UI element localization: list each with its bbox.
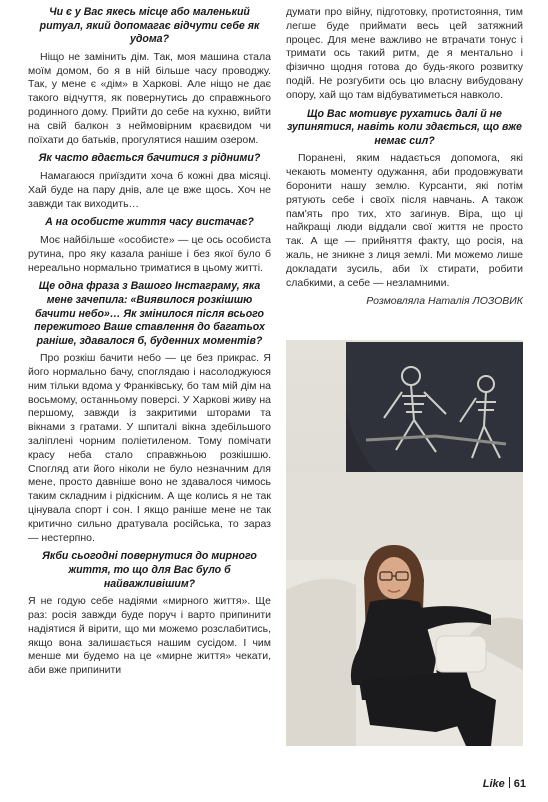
question-heading: Як часто вдається бачитися з рідними? (38, 152, 261, 165)
interview-photo (286, 340, 523, 746)
right-column (286, 6, 523, 307)
footer-divider (509, 777, 510, 788)
answer-paragraph: Я не годую себе надіями «мирного життя». Ще раз: росія завжди буде поруч і варто припинити надіятися й вірити, що ми можемо розслабитись, якщо вона залишається нашим сусідом. І чим менше ми будемо на це «мирне життя» чекати, аби вже припинити (28, 595, 271, 677)
photo-illustration (286, 340, 523, 746)
left-column (28, 6, 271, 683)
answer-paragraph: думати про війну, підготовку, протистояння, тим легше буде приймати весь цей затяжний процес. Для мене важливо не втрачати тонус і тримати ось такий ритм, де я ментально і фізично щодня готова до будь-якого розвитку подій. Не розгубити ось цю власну вибудовану опору, хай що там відбуватиметься навколо. (286, 6, 523, 101)
answer-paragraph: Поранені, яким надається допомога, які чекають моменту одужання, аби продовжувати боронити нашу землю. Курсанти, які потім рятують себе і своїх після навчань. А також пам'ять про тих, хто загинув. Віра, що ці найкращі люди віддали свої життя не просто так. А ще — прийняття факту, що росія, на жаль, не зникне з лиця землі. Ми можемо лише докладати зусиль, аби їх стирати, робити слабкими, а себе — незламними. (286, 152, 523, 289)
page-footer (483, 777, 526, 790)
question-heading: А на особисте життя часу вистачає? (45, 216, 254, 229)
author-signature: Розмовляла Наталія ЛОЗОВИК (366, 295, 523, 308)
answer-paragraph: Ніщо не замінить дім. Так, моя машина стала моїм домом, бо я в ній більше часу проводжу. Так, у мене є «дім» в Харкові. Але ніщо не дає такого відчуття, як повернутись до справжнього родинного дому. Прийти до себе на кухню, вийти на свій балкон з неймовірним краєвидом чи поїхати до батьків, прогулятися нашим озером. (28, 50, 271, 146)
question-heading: Чи є у Вас якесь місце або маленький ритуал, який допомагає відчути себе як удома? (39, 6, 260, 46)
question-heading: Якби сьогодні повернутися до мирного життя, то що для Вас було б найважливішим? (42, 550, 257, 590)
magazine-name: Like (482, 778, 505, 790)
answer-paragraph: Моє найбільше «особисте» — це ось особиста рутина, про яку казала раніше і без якої було б нереально нормально триматися в цьому житті. (28, 233, 271, 274)
answer-paragraph: Намагаюся приїздити хоча б кожні два місяці. Хай буде на пару днів, але це вже щось. Хоч не завжди так виходить… (28, 169, 271, 210)
right-column-body (286, 6, 523, 290)
answer-paragraph: Про розкіш бачити небо — це без прикрас. Я його нормально бачу, споглядаю і насолоджуюся ним тільки вдома у Франківську, бо там мій дім на восьмому, останньому поверсі. У Харкові живу на першому, завжди із закритими шторами та вікнами з гратами. У шпиталі вікна здебільшого заліплені чорним поліетиленом. Тому помічати красу неба стало справжньою розкішшю. Спогляд ати його ніколи не було незначним для мене, просто давніше воно не здавалося чимось таким складним і рідкісним. А ще колись я не так цінувала спорт і сон. І якщо раніше мене не так критично сильно дратувала російська, то зараз — нестерпно. (28, 352, 271, 544)
question-heading: Ще одна фраза з Вашого Інстаграму, яка мене зачепила: «Виявилося розкішшю бачити небо»… Як змінилося після всього пережитого Ваше ставлення до багатьох раніше, здавалося б, буденних моментів? (34, 280, 265, 347)
page-number: 61 (513, 778, 526, 790)
question-heading: Що Вас мотивує рухатись далі й не зупинятися, навіть коли здається, що вже немає сил? (287, 107, 522, 147)
